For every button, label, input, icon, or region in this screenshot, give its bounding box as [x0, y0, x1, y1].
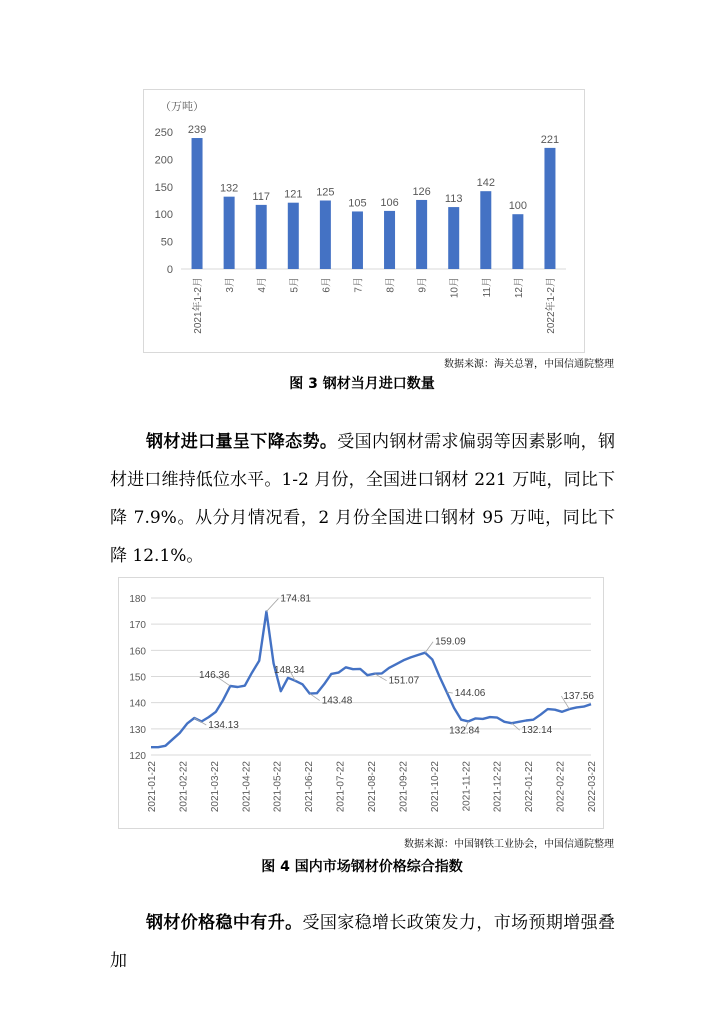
line-x-tick-label: 2021-04-22	[241, 761, 253, 813]
figure4-caption: 图 4 国内市场钢材价格综合指数	[261, 859, 463, 875]
bar	[512, 214, 523, 269]
bar-x-tick-label: 5月	[289, 277, 301, 293]
bar	[544, 148, 555, 269]
bar	[192, 138, 203, 269]
bar-chart	[144, 90, 584, 352]
line-annotation-label: 174.81	[280, 593, 312, 605]
line-y-tick-label: 120	[129, 751, 146, 762]
bar	[416, 200, 427, 269]
bar-unit-label: （万吨）	[160, 101, 204, 113]
bar-data-label: 125	[316, 186, 335, 199]
bar-data-label: 105	[348, 197, 367, 210]
paragraph-1	[110, 423, 615, 575]
line-x-tick-label: 2021-08-22	[367, 761, 378, 813]
bar-data-label: 221	[540, 133, 560, 146]
line-annotation-label: 159.09	[435, 636, 466, 648]
line-x-tick-label: 2021-07-22	[335, 761, 347, 813]
bar-data-label: 113	[444, 193, 463, 206]
bar-y-tick-label: 150	[154, 181, 173, 194]
bar	[480, 191, 491, 269]
figure4-source: 数据来源：中国钢铁工业协会，中国信通院整理	[404, 839, 614, 850]
line-annotation-label: 134.13	[208, 720, 239, 732]
bar	[448, 207, 459, 269]
bar-y-tick-label: 200	[154, 154, 173, 167]
bar	[384, 211, 395, 269]
bar	[320, 201, 331, 270]
line-x-tick-label: 2021-10-22	[429, 761, 441, 813]
line-annotation-label: 146.36	[199, 670, 230, 682]
line-x-tick-label: 2021-01-22	[147, 761, 158, 813]
bar-y-tick-label: 250	[154, 127, 173, 139]
figure3-source: 数据来源：海关总署，中国信通院整理	[444, 359, 614, 370]
bar-data-label: 239	[187, 124, 207, 137]
line-y-tick-label: 170	[129, 620, 146, 632]
line-y-tick-label: 140	[129, 698, 146, 710]
bar-data-label: 100	[508, 200, 528, 213]
bar-y-tick-label: 100	[154, 209, 173, 222]
figure3-frame	[143, 89, 585, 353]
bar-x-tick-label: 2021年1-2月	[193, 277, 205, 334]
bar-data-label: 121	[284, 188, 303, 201]
bar-x-tick-label: 4月	[257, 277, 269, 293]
line-y-tick-label: 180	[129, 594, 146, 605]
line-x-tick-label: 2022-03-22	[587, 761, 598, 813]
bar-data-label: 126	[412, 185, 431, 198]
paragraph-2-text: 受国家稳增长政策发力，市场预期增强叠加	[110, 913, 616, 971]
line-annotation-label: 137.56	[563, 691, 594, 703]
line-x-tick-label: 2021-02-22	[178, 761, 190, 813]
line-annotation-label: 132.84	[449, 725, 480, 737]
line-annotation-leader	[425, 642, 433, 653]
line-annotation-label: 144.06	[454, 688, 486, 700]
bar	[256, 205, 267, 269]
line-y-tick-label: 160	[129, 646, 146, 658]
bar-x-tick-label: 12月	[513, 277, 525, 299]
bar-data-label: 106	[380, 196, 399, 209]
line-x-tick-label: 2021-09-22	[398, 761, 410, 813]
paragraph-1-lead: 钢材进口量呈下降态势。	[146, 432, 338, 452]
line-annotation-leader	[310, 694, 320, 701]
line-x-tick-label: 2021-06-22	[304, 761, 316, 813]
bar-y-tick-label: 50	[160, 236, 173, 249]
bar-data-label: 142	[476, 177, 495, 190]
bar-data-label: 117	[252, 190, 270, 203]
bar-x-tick-label: 2022年1-2月	[545, 277, 557, 334]
line-chart	[119, 578, 603, 828]
bar-y-tick-label: 0	[166, 264, 173, 276]
line-x-tick-label: 2021-03-22	[209, 761, 221, 813]
bar	[352, 211, 363, 269]
paragraph-1-text: 受国内钢材需求偏弱等因素影响，钢材进口维持低位水平。1-2 月份，全国进口钢材 221 万吨，同比下降 7.9%。从分月情况看，2 月份全国进口钢材 95 万吨，同比下降 12.1%。	[110, 432, 616, 566]
line-y-tick-label: 130	[129, 724, 146, 736]
bar-x-tick-label: 8月	[385, 277, 397, 293]
paragraph-2-lead: 钢材价格稳中有升。	[146, 913, 303, 933]
line-annotation-label: 132.14	[521, 725, 553, 737]
bar-data-label: 132	[219, 182, 239, 195]
line-annotation-leader	[266, 599, 278, 612]
bar-x-tick-label: 10月	[449, 277, 461, 299]
bar-x-tick-label: 11月	[481, 277, 493, 298]
bar	[224, 197, 235, 269]
line-x-tick-label: 2021-05-22	[272, 761, 284, 813]
line-x-tick-label: 2021-11-22	[461, 761, 473, 812]
line-y-tick-label: 150	[129, 672, 146, 684]
line-annotation-label: 148.34	[273, 664, 305, 676]
figure4-frame	[118, 577, 604, 829]
figure3-caption: 图 3 钢材当月进口数量	[289, 376, 435, 392]
line-annotation-leader	[375, 674, 387, 681]
line-x-tick-label: 2022-01-22	[524, 761, 536, 813]
line-annotation-label: 143.48	[321, 695, 353, 707]
bar-x-tick-label: 3月	[225, 277, 237, 293]
bar-x-tick-label: 9月	[417, 277, 429, 293]
bar	[288, 203, 299, 269]
line-annotation-label: 151.07	[388, 675, 420, 687]
paragraph-2	[110, 904, 615, 980]
line-x-tick-label: 2021-12-22	[492, 761, 504, 813]
line-x-tick-label: 2022-02-22	[555, 761, 567, 813]
bar-x-tick-label: 6月	[321, 277, 333, 293]
bar-x-tick-label: 7月	[353, 277, 365, 293]
